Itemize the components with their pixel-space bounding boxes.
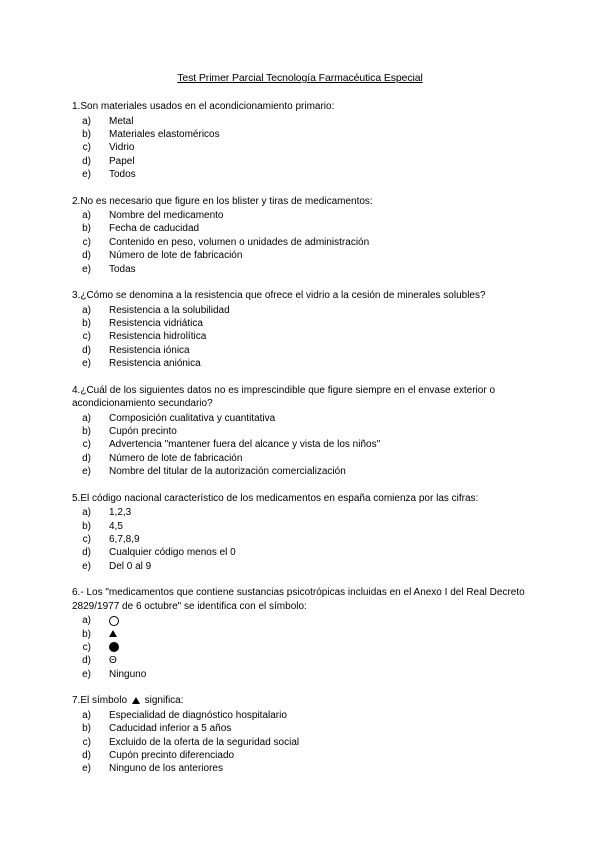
option-text: Ninguno [109,668,147,680]
option-text: Número de lote de fabricación [109,452,243,464]
option-letter: c) [82,236,91,248]
option-text: Resistencia aniónica [109,358,201,370]
option-letter: b) [82,628,91,640]
option-item [72,465,542,478]
question-text: 2.No es necesario que figure en los blister y tiras de medicamentos: [72,195,373,207]
option-text: Resistencia iónica [109,344,190,356]
option-item [72,209,542,222]
option-item [72,115,542,128]
option-item [72,452,542,465]
question-1 [72,100,542,182]
option-text: Cupón precinto [109,426,177,437]
option-text: Resistencia vidriática [109,317,203,329]
option-letter: e) [82,169,91,181]
option-letter: a) [82,615,91,627]
option-text: Caducidad inferior a 5 años [109,723,232,735]
option-item [72,560,542,573]
open-circle-icon [109,616,119,626]
option-text: Especialidad de diagnóstico hospitalario [109,709,287,721]
option-item [72,668,542,681]
question-7 [72,694,542,776]
option-text: Cupón precinto diferenciado [109,749,235,761]
option-text: Nombre del medicamento [109,210,224,222]
option-text: Resistencia a la solubilidad [109,304,230,316]
option-item [72,749,542,762]
option-letter: d) [82,155,91,167]
question-4 [72,384,542,479]
option-letter: d) [82,655,91,667]
option-letter: a) [82,304,91,316]
option-item [72,520,542,533]
option-text: Vidrio [109,142,135,154]
question-text: 1.Son materiales usados en el acondicionamiento primario: [72,101,335,112]
option-letter: e) [82,560,91,572]
question-6 [72,586,542,681]
option-list [72,614,542,681]
option-letter: a) [82,709,91,721]
option-text: Resistencia hidrolítica [109,331,207,343]
question-text: 5.El código nacional característico de los medicamentos en españa comienza por las cifras: [72,492,479,504]
option-text: Composición cualitativa y cuantitativa [109,412,276,424]
option-letter: a) [82,115,91,127]
option-text: Número de lote de fabricación [109,250,243,262]
option-item [72,736,542,749]
option-text: Todos [109,169,136,181]
option-item [72,263,542,276]
question-text: 3.¿Cómo se denomina a la resistencia que ofrece el vidrio a la cesión de minerales solubles? [72,290,486,302]
filled-circle-icon [109,642,119,652]
option-item [72,222,542,235]
question-text: 4.¿Cuál de los siguientes datos no es imprescindible que figure siempre en el envase exterior o acondicionamiento secundario? [72,384,496,410]
option-text: Fecha de caducidad [109,223,200,235]
option-letter: c) [82,533,91,545]
option-letter: b) [82,317,91,329]
option-letter: b) [82,128,91,140]
option-item [72,330,542,343]
option-item [72,425,542,438]
option-letter: d) [82,452,91,464]
option-letter: c) [82,142,91,154]
option-item [72,614,542,627]
option-item [72,641,542,654]
option-item [72,249,542,262]
question-2 [72,195,542,277]
option-item [72,141,542,154]
option-item [72,546,542,559]
option-item [72,628,542,641]
option-text: Materiales elastoméricos [109,128,220,140]
option-text: Papel [109,155,135,167]
option-letter: c) [82,736,91,748]
question-text-after: significa: [144,695,184,707]
option-letter: e) [82,763,91,775]
option-letter: c) [82,439,91,451]
option-letter: e) [82,263,91,275]
option-letter: b) [82,723,91,735]
option-text: 1,2,3 [109,507,132,519]
option-text: Del 0 al 9 [109,560,152,572]
option-letter: a) [82,507,91,519]
option-letter: c) [82,641,91,653]
document-title: Test Primer Parcial Tecnología Farmacéutica Especial [177,72,423,84]
option-text: 6,7,8,9 [109,533,140,545]
option-item [72,236,542,249]
option-letter: d) [82,344,91,356]
option-list [72,412,542,479]
question-5 [72,492,542,574]
option-letter: b) [82,520,91,532]
option-letter: c) [82,331,91,343]
option-letter: d) [82,749,91,761]
option-letter: a) [82,412,91,424]
theta-symbol: Θ [109,655,117,667]
option-letter: b) [82,426,91,437]
option-letter: b) [82,223,91,235]
question-text [72,694,542,708]
option-letter: a) [82,210,91,222]
question-3 [72,289,542,371]
option-item [72,155,542,168]
option-item [72,317,542,330]
option-letter: e) [82,668,91,680]
option-item [72,438,542,451]
option-list [72,709,542,776]
option-item [72,357,542,370]
option-item [72,412,542,425]
option-letter: e) [82,358,91,370]
option-item [72,506,542,519]
triangle-icon [109,630,117,637]
option-item [72,344,542,357]
option-text: Todas [109,263,136,275]
triangle-icon [132,697,140,704]
question-list [72,100,542,789]
option-item [72,168,542,181]
option-item [72,762,542,775]
option-list [72,506,542,573]
option-item [72,654,542,667]
option-item [72,304,542,317]
option-item [72,533,542,546]
option-item [72,722,542,735]
option-item [72,709,542,722]
option-text: 4,5 [109,520,123,532]
option-text: Cualquier código menos el 0 [109,547,236,559]
option-text: Excluido de la oferta de la seguridad social [109,736,300,748]
option-letter: d) [82,250,91,262]
option-text: Contenido en peso, volumen o unidades de administración [109,236,370,248]
option-text: Nombre del titular de la autorización comercialización [109,466,346,478]
option-text: Metal [109,115,134,127]
question-text: 6.- Los "medicamentos que contiene sustancias psicotrópicas incluidas en el Anexo I del Real Decreto 2829/1977 de 6 octubre" se identifica con el símbolo: [72,587,525,612]
option-letter: e) [82,466,91,478]
option-text: Ninguno de los anteriores [109,763,223,775]
question-text-before: 7.El símbolo [72,695,128,707]
option-letter: d) [82,547,91,559]
option-text: Advertencia "mantener fuera del alcance y vista de los niños" [109,439,381,451]
option-list [72,115,542,182]
option-item [72,128,542,141]
option-list [72,209,542,276]
option-list [72,304,542,371]
